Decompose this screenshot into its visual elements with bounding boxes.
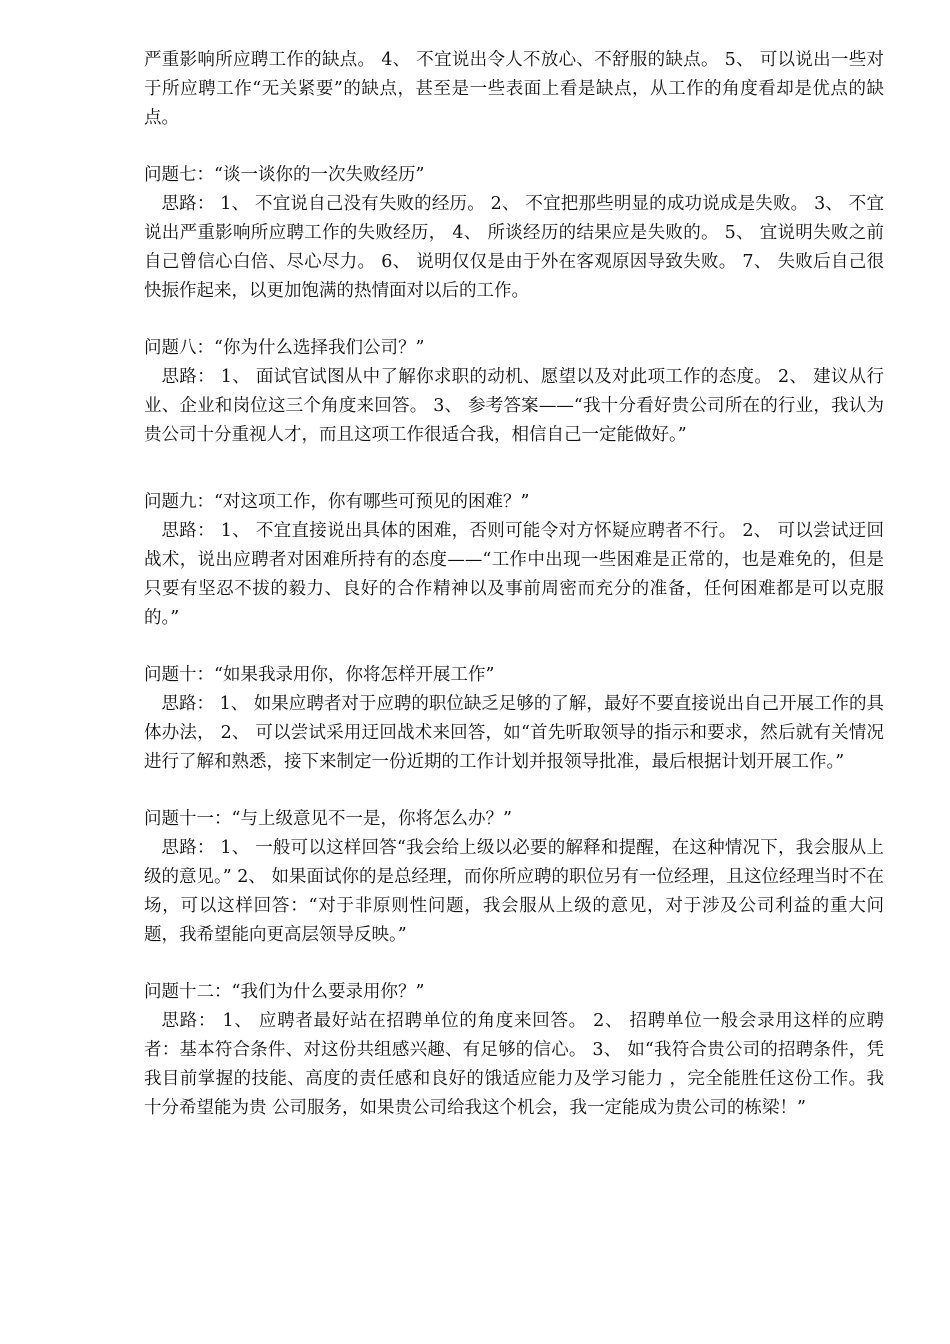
question-heading: 问题十二：“我们为什么要录用你？” <box>144 982 425 1002</box>
question-heading: 问题九：“对这项工作，你有哪些可预见的困难？” <box>144 492 530 512</box>
spacer <box>144 450 884 488</box>
question-heading: 问题十一：“与上级意见不一是，你将怎么办？” <box>144 809 512 829</box>
answer-paragraph: 思路： 1、 如果应聘者对于应聘的职位缺乏足够的了解，最好不要直接说出自己开展工作的具体办法， 2、 可以尝试采用迂回战术来回答，如“首先听取领导的指示和要求，然后就有关情况进行了解和熟悉，接下来制定一份近期的工作计划并报领导批准，最后根据计划开展工作。” <box>144 694 884 772</box>
question-heading: 问题八：“你为什么选择我们公司？” <box>144 338 425 358</box>
qa-block-8 <box>144 334 884 450</box>
qa-block-10 <box>144 661 884 777</box>
spacer <box>144 306 884 334</box>
qa-block-12 <box>144 978 884 1123</box>
answer-paragraph: 思路： 1、 一般可以这样回答“我会给上级以必要的解释和提醒，在这种情况下，我会服从上级的意见。” 2、 如果面试你的是总经理，而你所应聘的职位另有一位经理，且这位经理当时不在场，可以这样回答：“对于非原则性问题，我会服从上级的意见，对于涉及公司利益的重大问题，我希望能向更高层领导反映。” <box>144 838 884 945</box>
intro-paragraph: 严重影响所应聘工作的缺点。 4、 不宜说出令人不放心、不舒服的缺点。 5、 可以说出一些对于所应聘工作“无关紧要”的缺点，甚至是一些表面上看是缺点，从工作的角度看却是优点的缺点。 <box>144 50 884 128</box>
question-heading: 问题十：“如果我录用你，你将怎样开展工作” <box>144 665 495 685</box>
answer-paragraph: 思路： 1、 不宜说自己没有失败的经历。 2、 不宜把那些明显的成功说成是失败。 3、 不宜说出严重影响所应聘工作的失败经历， 4、 所谈经历的结果应是失败的。 5、 宜说明失败之前自己曾信心白倍、尽心尽力。 6、 说明仅仅是由于外在客观原因导致失败。 7、 失败后自己很快振作起来，以更加饱满的热情面对以后的工作。 <box>144 194 884 301</box>
document-page <box>144 46 884 1123</box>
qa-block-9 <box>144 488 884 633</box>
qa-block-11 <box>144 805 884 950</box>
spacer <box>144 133 884 161</box>
spacer <box>144 950 884 978</box>
answer-paragraph: 思路： 1、 面试官试图从中了解你求职的动机、愿望以及对此项工作的态度。 2、 建议从行业、企业和岗位这三个角度来回答。 3、 参考答案——“我十分看好贵公司所在的行业，我认为贵公司十分重视人才，而且这项工作很适合我，相信自己一定能做好。” <box>144 367 884 445</box>
spacer <box>144 633 884 661</box>
qa-block-7 <box>144 161 884 306</box>
spacer <box>144 777 884 805</box>
question-heading: 问题七：“谈一谈你的一次失败经历” <box>144 165 425 185</box>
answer-paragraph: 思路： 1、 应聘者最好站在招聘单位的角度来回答。 2、 招聘单位一般会录用这样的应聘者：基本符合条件、对这份共组感兴趣、有足够的信心。 3、 如“我符合贵公司的招聘条件，凭我目前掌握的技能、高度的责任感和良好的饿适应能力及学习能力 ，完全能胜任这份工作。我十分希望能为贵 公司服务，如果贵公司给我这个机会，我一定能成为贵公司的栋梁！” <box>144 1011 884 1118</box>
answer-paragraph: 思路： 1、 不宜直接说出具体的困难，否则可能令对方怀疑应聘者不行。 2、 可以尝试迂回战术，说出应聘者对困难所持有的态度——“工作中出现一些困难是正常的，也是难免的，但是只要有坚忍不拔的毅力、良好的合作精神以及事前周密而充分的准备，任何困难都是可以克服的。” <box>144 521 884 628</box>
